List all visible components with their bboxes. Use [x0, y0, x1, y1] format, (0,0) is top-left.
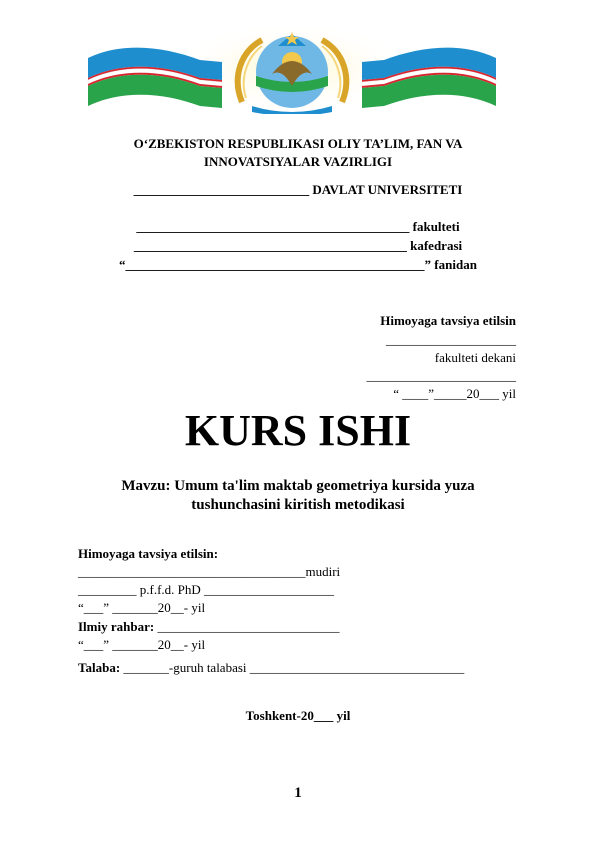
approval-heading-bottom: Himoyaga tavsiya etilsin: — [78, 546, 219, 561]
ministry-line-2: INNOVATSIYALAR VAZIRLIGI — [203, 154, 393, 169]
topic-line-1: Mavzu: Umum ta'lim maktab geometriya kursida yuza — [121, 478, 475, 494]
student-label: Talaba: — [78, 660, 121, 675]
department-line: __________________________________________ kafedrasi — [133, 238, 463, 253]
student-line — [78, 660, 464, 676]
supervisor-line — [78, 619, 339, 635]
document-title: KURS ISHI — [184, 406, 412, 455]
ministry-line-1: O‘ZBEKISTON RESPUBLIKASI OLIY TA’LIM, FAN VA — [133, 136, 463, 151]
page-number: 1 — [294, 785, 302, 801]
approval-date-1: “___” _______20__- yil — [78, 600, 206, 615]
city-year: Toshkent-20___ yil — [245, 708, 351, 723]
dean-label: fakulteti dekani — [434, 350, 516, 365]
student-blank: _______-guruh talabasi _________________________________ — [120, 660, 465, 675]
state-emblem-with-flags — [82, 28, 502, 114]
approval-heading-top: Himoyaga tavsiya etilsin — [380, 313, 516, 328]
university-line: ___________________________ DAVLAT UNIVERSITETI — [133, 182, 463, 197]
subject-line: “______________________________________________” fanidan — [119, 257, 477, 272]
approval-line-2: _______________________ — [366, 368, 516, 383]
department-head-line: ___________________________________mudiri — [78, 564, 341, 579]
supervisor-blank: ____________________________ — [154, 619, 340, 634]
approval-line-1: ____________________ — [386, 332, 516, 347]
supervisor-label: Ilmiy rahbar: — [78, 619, 155, 634]
approval-date-2: “___” _______20__- yil — [78, 637, 206, 652]
approval-date-top: “ ____”_____20___ yil — [393, 386, 516, 401]
topic-line-2: tushunchasini kiritish metodikasi — [191, 497, 405, 513]
phd-line: _________ p.f.f.d. PhD ____________________ — [78, 582, 335, 597]
faculty-line: __________________________________________ fakulteti — [136, 219, 460, 234]
